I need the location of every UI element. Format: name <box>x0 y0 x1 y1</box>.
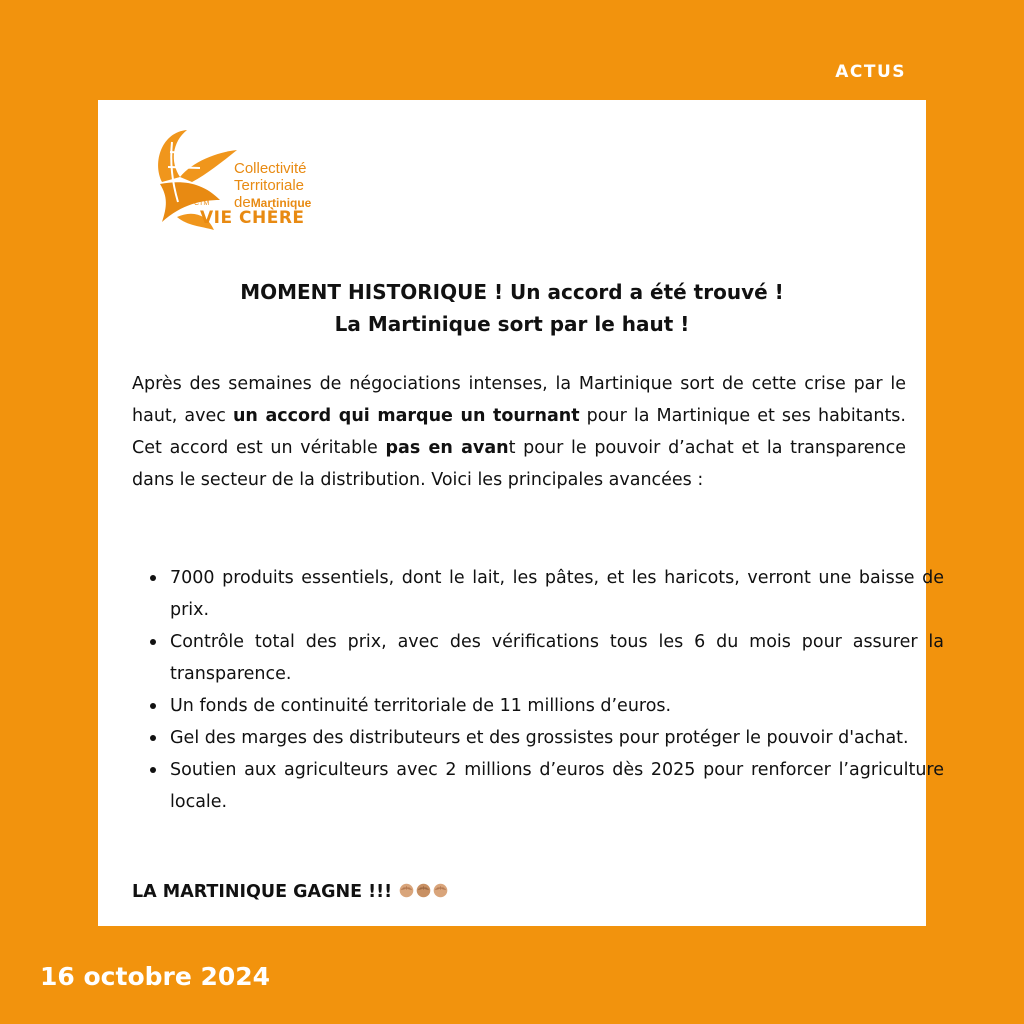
intro-t3: t pour le pouvoir d’achat et la transparence dans le secteur de la distribution. Voici les principales avancées : <box>132 438 907 490</box>
list-item: Contrôle total des prix, avec des vérifications tous les 6 du mois pour assurer la transparence. <box>170 626 944 690</box>
content-card <box>98 100 944 926</box>
raised-fist-icon <box>432 882 449 899</box>
raised-fist-icon <box>415 882 432 899</box>
logo-line1: Collectivité <box>234 160 307 177</box>
list-item: Un fonds de continuité territoriale de 11 millions d’euros. <box>170 690 944 722</box>
logo-line3-bold: Martinique <box>250 196 312 210</box>
list-item: Gel des marges des distributeurs et des grossistes pour protéger le pouvoir d'achat. <box>170 722 944 754</box>
logo-text <box>234 160 311 212</box>
theme-label: VIE CHÈRE <box>200 208 305 228</box>
closing-line <box>132 882 449 902</box>
list-item: Soutien aux agriculteurs avec 2 millions d’euros dès 2025 pour renforcer l’agriculture locale. <box>170 754 944 818</box>
raised-fist-icon <box>398 882 415 899</box>
intro-b2: pas en avan <box>385 438 509 458</box>
list-item: 7000 produits essentiels, dont le lait, les pâtes, et les haricots, verront une baisse de prix. <box>170 562 944 626</box>
intro-paragraph <box>132 368 906 496</box>
intro-t1: Après des semaines de négociations intenses, la Martinique sort de cette crise par le haut, avec <box>132 374 906 426</box>
logo-ctm: CTM <box>194 200 210 207</box>
headline <box>98 276 926 340</box>
closing-text: LA MARTINIQUE GAGNE !!! <box>132 882 393 902</box>
publication-date: 16 octobre 2024 <box>40 962 271 991</box>
points-list <box>132 562 944 818</box>
logo-line3-prefix: de <box>234 194 251 211</box>
logo-line2: Territoriale <box>234 177 305 194</box>
ctm-logo <box>142 122 472 262</box>
headline-line2: La Martinique sort par le haut ! <box>334 312 690 336</box>
tag-label: ACTUS <box>835 62 906 82</box>
intro-t2: pour la Martinique et ses habitants. Cet accord est un véritable <box>132 406 906 458</box>
headline-line1: MOMENT HISTORIQUE ! Un accord a été trouvé ! <box>240 280 784 304</box>
intro-b1: un accord qui marque un tournant <box>232 406 580 426</box>
